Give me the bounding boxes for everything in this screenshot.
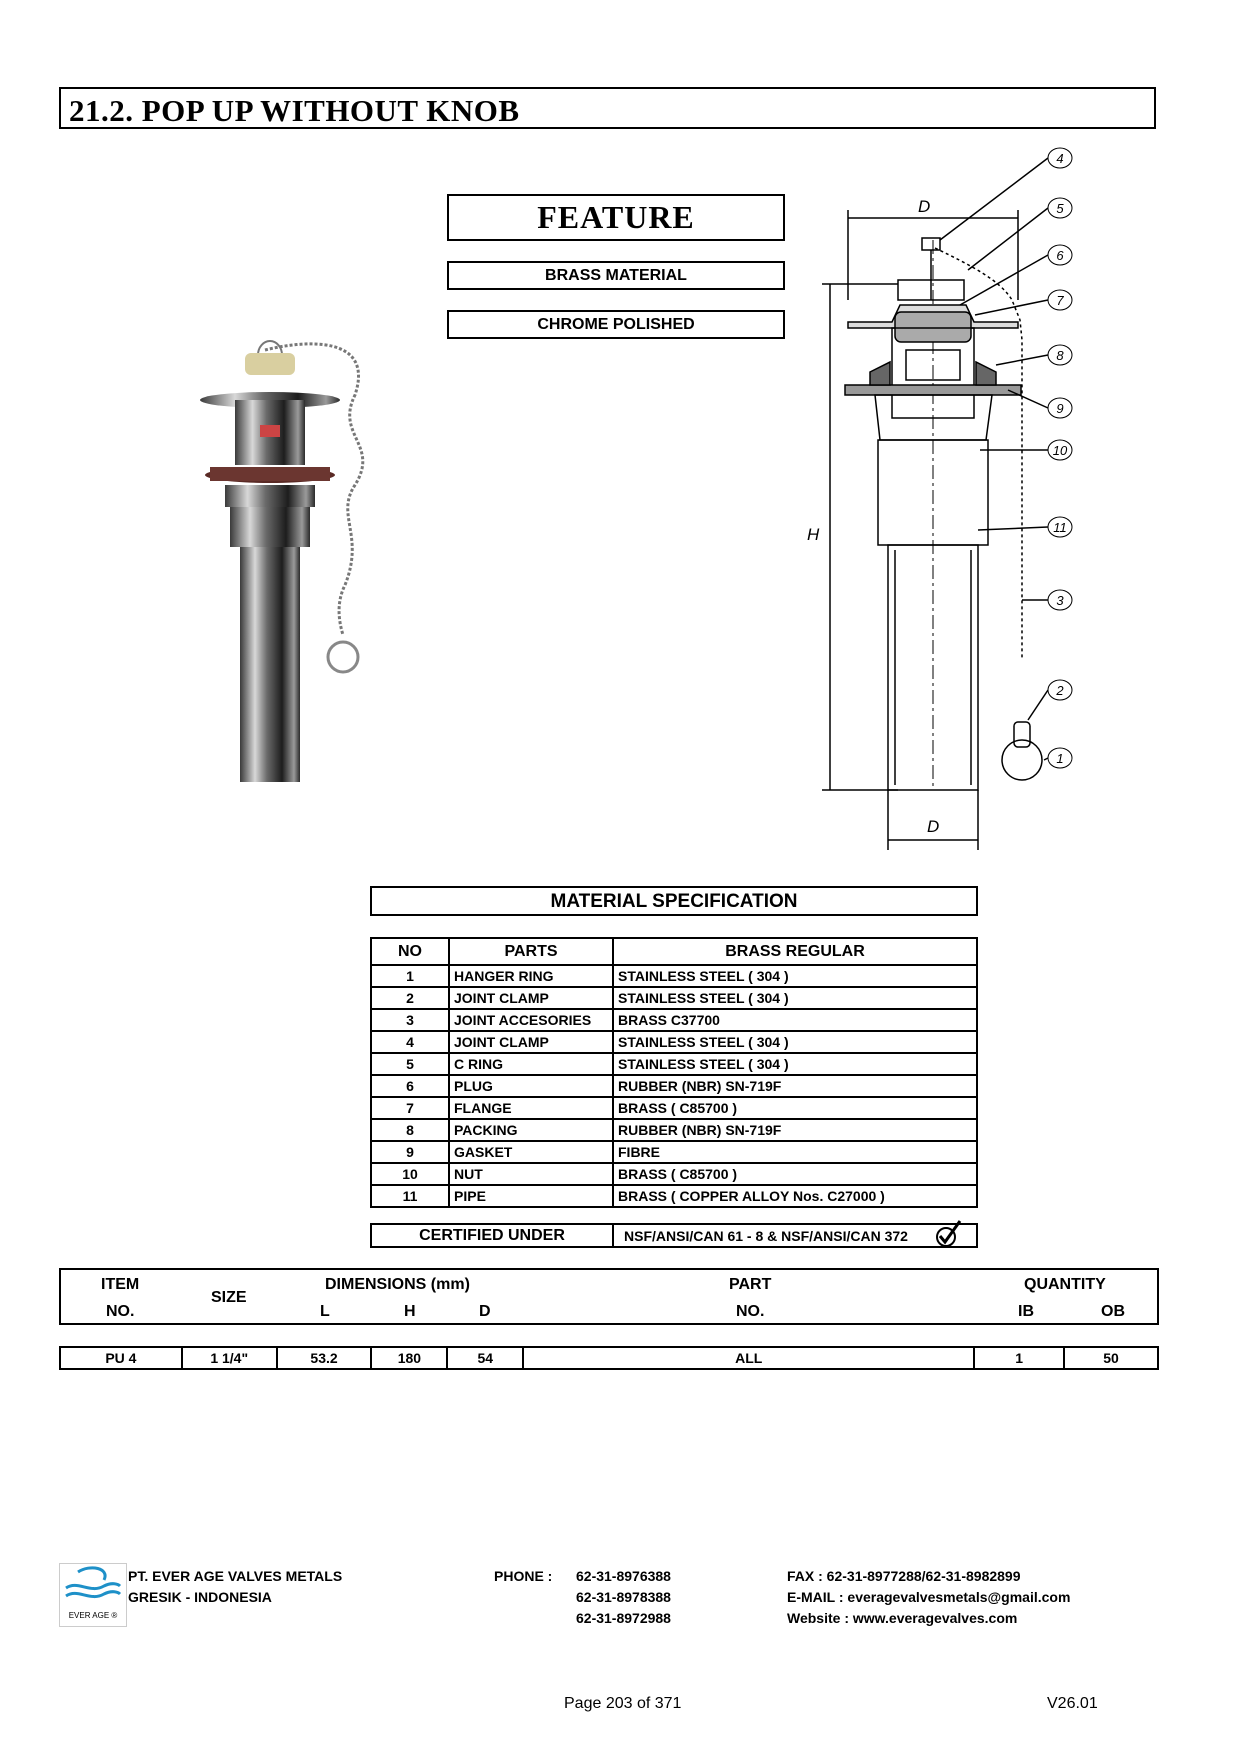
- callout-label: 8: [1056, 348, 1064, 363]
- header-ob: OB: [1101, 1303, 1125, 1320]
- header-quantity: QUANTITY: [1024, 1276, 1106, 1293]
- row-part: JOINT ACCESORIES: [449, 1009, 613, 1031]
- table-row: [371, 987, 977, 1009]
- callout-label: 1: [1056, 751, 1064, 766]
- header-dimensions: DIMENSIONS (mm): [325, 1276, 470, 1293]
- row-material: BRASS ( C85700 ): [613, 1163, 977, 1185]
- header-d: D: [479, 1303, 491, 1320]
- row-part: PIPE: [449, 1185, 613, 1207]
- row-material: BRASS ( C85700 ): [613, 1097, 977, 1119]
- header-ib: IB: [1018, 1303, 1034, 1320]
- col-brass-regular: BRASS REGULAR: [613, 938, 977, 965]
- table-row: [371, 1119, 977, 1141]
- table-row: [371, 1141, 977, 1163]
- dim-d-bottom: D: [927, 817, 940, 836]
- row-material: FIBRE: [613, 1141, 977, 1163]
- row-no: 9: [371, 1141, 449, 1163]
- row-material: STAINLESS STEEL ( 304 ): [613, 965, 977, 987]
- callout-6: [1048, 245, 1072, 265]
- row-material: BRASS ( COPPER ALLOY Nos. C27000 ): [613, 1185, 977, 1207]
- row-no: 10: [371, 1163, 449, 1185]
- header-h: H: [404, 1303, 416, 1320]
- item-d: 54: [447, 1347, 523, 1369]
- email: E-MAIL : everagevalvesmetals@gmail.com: [787, 1589, 1071, 1605]
- callout-9: [1048, 398, 1072, 418]
- phone-label: PHONE :: [494, 1568, 553, 1584]
- callout-label: 10: [1052, 443, 1068, 458]
- company-logo: [59, 1563, 127, 1627]
- dim-d-top: D: [918, 197, 931, 216]
- version: V26.01: [1047, 1695, 1098, 1712]
- callout-10: [1048, 440, 1072, 460]
- waves-icon: [60, 1564, 126, 1604]
- row-part: JOINT CLAMP: [449, 1031, 613, 1053]
- row-material: STAINLESS STEEL ( 304 ): [613, 987, 977, 1009]
- item-part: ALL: [523, 1347, 974, 1369]
- row-part: GASKET: [449, 1141, 613, 1163]
- callout-3: [1048, 590, 1072, 610]
- company-location: GRESIK - INDONESIA: [128, 1589, 272, 1605]
- items-header: [59, 1268, 1159, 1325]
- table-row: [371, 1009, 977, 1031]
- table-row: [371, 1185, 977, 1207]
- phone-1: 62-31-8976388: [576, 1568, 671, 1584]
- callout-label: 4: [1056, 151, 1064, 166]
- col-parts: PARTS: [449, 938, 613, 965]
- table-row: [60, 1347, 1158, 1369]
- item-h: 180: [371, 1347, 447, 1369]
- row-part: NUT: [449, 1163, 613, 1185]
- item-ob: 50: [1064, 1347, 1158, 1369]
- certified-value: NSF/ANSI/CAN 61 - 8 & NSF/ANSI/CAN 372: [624, 1228, 908, 1244]
- row-material: BRASS C37700: [613, 1009, 977, 1031]
- certified-label: CERTIFIED UNDER: [372, 1225, 614, 1246]
- callout-label: 7: [1056, 293, 1064, 308]
- callout-4: [1048, 148, 1072, 168]
- row-no: 3: [371, 1009, 449, 1031]
- row-part: FLANGE: [449, 1097, 613, 1119]
- certification-row: [370, 1223, 978, 1248]
- row-material: STAINLESS STEEL ( 304 ): [613, 1053, 977, 1075]
- material-spec-heading: MATERIAL SPECIFICATION: [370, 886, 978, 916]
- phone-3: 62-31-8972988: [576, 1610, 671, 1626]
- callout-7: [1048, 290, 1072, 310]
- row-part: PLUG: [449, 1075, 613, 1097]
- callout-1: [1048, 748, 1072, 768]
- table-row: [371, 1053, 977, 1075]
- row-no: 7: [371, 1097, 449, 1119]
- table-row: [371, 1031, 977, 1053]
- table-header-row: [371, 938, 977, 965]
- row-no: 11: [371, 1185, 449, 1207]
- row-no: 8: [371, 1119, 449, 1141]
- header-part: PART: [729, 1276, 772, 1293]
- items-table: [59, 1346, 1159, 1370]
- product-photo: [195, 335, 405, 795]
- row-no: 6: [371, 1075, 449, 1097]
- phone-2: 62-31-8978388: [576, 1589, 671, 1605]
- table-row: [371, 1163, 977, 1185]
- header-item-no: NO.: [106, 1303, 135, 1320]
- callout-label: 3: [1056, 593, 1064, 608]
- row-no: 2: [371, 987, 449, 1009]
- item-no: PU 4: [60, 1347, 182, 1369]
- feature-item: CHROME POLISHED: [447, 310, 785, 339]
- website: Website : www.everagevalves.com: [787, 1610, 1018, 1626]
- callout-5: [1048, 198, 1072, 218]
- callout-8: [1048, 345, 1072, 365]
- page-number: Page 203 of 371: [564, 1695, 682, 1712]
- item-size: 1 1/4": [182, 1347, 277, 1369]
- row-part: HANGER RING: [449, 965, 613, 987]
- table-row: [371, 1097, 977, 1119]
- callout-label: 6: [1056, 248, 1064, 263]
- checkmark-icon: [932, 1219, 964, 1251]
- callout-label: 5: [1056, 201, 1064, 216]
- table-row: [371, 1075, 977, 1097]
- row-no: 4: [371, 1031, 449, 1053]
- feature-item: BRASS MATERIAL: [447, 261, 785, 290]
- dim-h: H: [807, 525, 820, 544]
- header-part-no: NO.: [736, 1303, 765, 1320]
- row-material: STAINLESS STEEL ( 304 ): [613, 1031, 977, 1053]
- page-title: 21.2. POP UP WITHOUT KNOB: [69, 93, 520, 128]
- feature-heading: FEATURE: [447, 194, 785, 241]
- callout-11: [1048, 517, 1072, 537]
- col-no: NO: [371, 938, 449, 965]
- row-no: 1: [371, 965, 449, 987]
- header-l: L: [320, 1303, 330, 1320]
- row-material: RUBBER (NBR) SN-719F: [613, 1119, 977, 1141]
- technical-drawing: [800, 140, 1140, 865]
- logo-text: EVER AGE ®: [68, 1611, 118, 1620]
- row-material: RUBBER (NBR) SN-719F: [613, 1075, 977, 1097]
- table-row: [371, 965, 977, 987]
- item-l: 53.2: [277, 1347, 372, 1369]
- callout-label: 2: [1056, 683, 1064, 698]
- fax: FAX : 62-31-8977288/62-31-8982899: [787, 1568, 1021, 1584]
- title-box: [59, 87, 1156, 129]
- material-spec-table: [370, 937, 978, 1208]
- row-no: 5: [371, 1053, 449, 1075]
- callout-label: 11: [1053, 520, 1067, 535]
- row-part: PACKING: [449, 1119, 613, 1141]
- item-ib: 1: [974, 1347, 1064, 1369]
- company-name: PT. EVER AGE VALVES METALS: [128, 1568, 343, 1584]
- row-part: JOINT CLAMP: [449, 987, 613, 1009]
- row-part: C RING: [449, 1053, 613, 1075]
- header-item: ITEM: [101, 1276, 140, 1293]
- header-size: SIZE: [211, 1289, 247, 1306]
- callout-label: 9: [1056, 401, 1064, 416]
- callout-2: [1048, 680, 1072, 700]
